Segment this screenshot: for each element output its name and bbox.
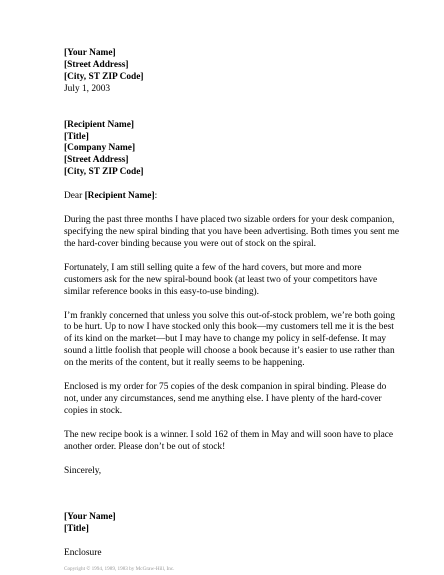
paragraph-line: During the past three months I have placed two sizable orders for your desk companion, <box>64 215 395 226</box>
spacer <box>64 454 416 466</box>
spacer <box>64 299 416 311</box>
body-paragraph-5 <box>64 430 416 454</box>
paragraph-line: not, under any circumstances, send me anything else. I have plenty of the hard-cover <box>64 393 382 404</box>
sender-city-state-zip: [City, ST ZIP Code] <box>64 71 144 82</box>
paragraph-line: specifying the new spiral binding that you have been advertising. Both times you sent me <box>64 226 400 237</box>
paragraph-line: sound a little foolish that people will choose a book because it’s easier to use rather than <box>64 346 395 357</box>
paragraph-line: I’m frankly concerned that unless you solve this out-of-stock problem, we’re both going <box>64 310 395 321</box>
sender-name: [Your Name] <box>64 48 116 58</box>
paragraph-line: similar reference books in this easy-to-use binding). <box>64 286 259 297</box>
recipient-title: [Title] <box>64 131 89 142</box>
body-paragraph-3 <box>64 311 416 371</box>
paragraph-line: Fortunately, I am still selling quite a few of the hard covers, but more and more <box>64 262 362 273</box>
letter-date: July 1, 2003 <box>64 83 111 94</box>
salutation-recipient-name: [Recipient Name] <box>84 191 155 202</box>
paragraph-line: another order. Please don’t be out of stock! <box>64 441 226 452</box>
paragraph-line: the hard-cover binding because you were out of stock on the spiral. <box>64 238 317 249</box>
sender-address-block <box>64 48 416 96</box>
body-paragraph-4 <box>64 382 416 418</box>
letter-page <box>64 48 416 573</box>
salutation <box>64 191 416 203</box>
spacer <box>64 179 416 191</box>
paragraph-line: of its kind on the market—but I may have to change my policy in self-defense. It may <box>64 334 387 345</box>
signature-block <box>64 512 416 536</box>
spacer <box>64 536 416 548</box>
salutation-suffix: : <box>154 191 158 202</box>
recipient-name: [Recipient Name] <box>64 119 135 130</box>
paragraph-line: to be hurt. Up to now I have stocked only this book—my customers tell me it is the best <box>64 322 394 333</box>
spacer <box>64 418 416 430</box>
signature-title: [Title] <box>64 524 89 535</box>
spacer <box>64 108 416 120</box>
salutation-prefix: Dear <box>64 191 85 202</box>
sender-street-address: [Street Address] <box>64 59 129 70</box>
recipient-street-address: [Street Address] <box>64 155 129 166</box>
signature-name: [Your Name] <box>64 512 116 523</box>
recipient-city-state-zip: [City, ST ZIP Code] <box>64 167 144 178</box>
recipient-company: [Company Name] <box>64 143 136 154</box>
spacer <box>64 251 416 263</box>
paragraph-line: customers ask for the new spiral-bound book (at least two of your competitors have <box>64 274 378 285</box>
closing: Sincerely, <box>64 465 102 476</box>
spacer <box>64 203 416 215</box>
spacer <box>64 96 416 108</box>
paragraph-line: The new recipe book is a winner. I sold 162 of them in May and will soon have to place <box>64 429 394 440</box>
recipient-address-block <box>64 120 416 180</box>
spacer <box>64 370 416 382</box>
paragraph-line: Enclosed is my order for 75 copies of the desk companion in spiral binding. Please do <box>64 382 387 393</box>
enclosure-notation: Enclosure <box>64 548 102 559</box>
body-paragraph-2 <box>64 263 416 299</box>
body-paragraph-1 <box>64 215 416 251</box>
signature-space <box>64 477 416 512</box>
copyright-notice: Copyright © 1994, 1989, 1983 by McGraw-Hill, Inc. <box>64 566 175 573</box>
paragraph-line: on the merits of the content, but it really seems to be happening. <box>64 358 305 369</box>
paragraph-line: copies in stock. <box>64 405 123 416</box>
